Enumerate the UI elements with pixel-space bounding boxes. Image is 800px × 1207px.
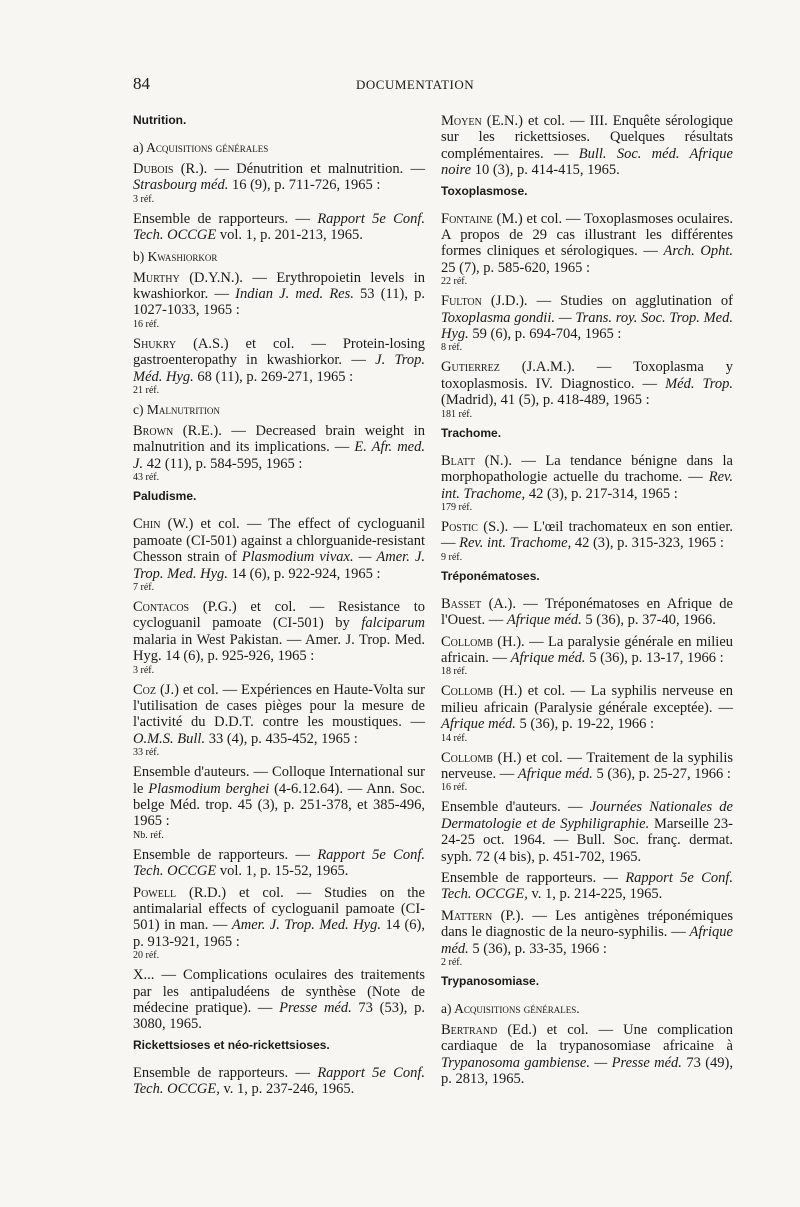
subheading <box>133 402 425 418</box>
entry-journal: Arch. Opht. <box>663 243 733 260</box>
entry-journal: Rapport 5e Conf. Tech. OCCGE, <box>441 870 733 903</box>
entry-author: Collomb <box>441 633 493 650</box>
subheading <box>133 140 425 156</box>
entry-text: (D.Y.N.). — Erythropoietin levels in kwashiorkor. — <box>133 269 425 303</box>
entry-journal: Méd. Trop. <box>665 375 733 392</box>
subheading <box>133 249 425 265</box>
entry-text: Ensemble d'auteurs. — <box>441 799 590 816</box>
entry-text: (R.D.) et col. — Studies on the antimalarial effects of cycloguanil pamoate (CI-501) in man. — <box>133 884 425 934</box>
entry-author: Coz <box>133 681 157 698</box>
entry-ref-count: 181 réf. <box>441 408 473 420</box>
entry-citation: 14 (6), p. 922-924, 1965 : <box>227 565 381 582</box>
entry-citation: 14 (6), p. 913-921, 1965 : <box>133 917 425 950</box>
running-title: DOCUMENTATION <box>356 77 475 92</box>
entry-journal: Rapport 5e Conf. Tech. OCCGE <box>133 210 425 244</box>
subheading-label: a) <box>133 140 144 155</box>
section-heading: Nutrition. <box>133 113 187 127</box>
entry-author: Mattern <box>441 907 493 924</box>
entry-citation: 5 (36), p. 25-27, 1966 : <box>592 765 731 782</box>
entry-author: Moyen <box>441 113 482 129</box>
entry-author: Gutierrez <box>441 359 500 376</box>
bibliography-entry <box>441 870 733 903</box>
right-column <box>441 113 733 1093</box>
entry-text: (W.) et col. — The effect of cycloguanil pamoate (CI-501) against a chlorguanide-resistant Chesson strain of <box>133 516 425 566</box>
entry-journal: E. Afr. med. J. <box>133 439 425 472</box>
entry-journal: Rev. int. Trachome, <box>459 535 572 552</box>
entry-author: Contacos <box>133 598 190 615</box>
entry-text: (A.). — Tréponématoses en Afrique de l'Ouest. — <box>441 595 733 629</box>
entry-text: Ensemble de rapporteurs. — <box>133 210 318 227</box>
entry-journal: Afrique méd. <box>517 765 593 782</box>
entry-journal: Amer. J. Trop. Med. Hyg. <box>231 917 381 934</box>
entry-author: Murthy <box>133 269 180 286</box>
entry-journal: Rapport 5e Conf. Tech. OCCGE, <box>133 1064 425 1098</box>
entry-author: Brown <box>133 423 174 440</box>
bibliography-entry <box>133 764 425 842</box>
entry-citation: 10 (3), p. 414-415, 1965. <box>471 162 620 179</box>
entry-journal: O.M.S. Bull. <box>133 730 206 747</box>
section-heading: Paludisme. <box>133 489 197 504</box>
entry-author: Powell <box>133 884 177 901</box>
bibliography-entry <box>441 211 733 289</box>
bibliography-entry <box>133 270 425 331</box>
subheading-text: Acquisitions générales. <box>451 1001 580 1017</box>
bibliography-entry <box>441 1022 733 1088</box>
entry-journal: Indian J. med. Res. <box>235 286 354 303</box>
entry-ref-count: 16 réf. <box>441 782 468 794</box>
entry-author: Fontaine <box>441 210 493 227</box>
entry-citation: 33 (4), p. 435-452, 1965 : <box>205 730 358 747</box>
entry-ref-count: 16 réf. <box>133 318 160 330</box>
section-heading: Trachome. <box>441 425 502 440</box>
entry-citation: 42 (3), p. 315-323, 1965 : <box>571 535 724 552</box>
entry-citation: 5 (36), p. 13-17, 1966 : <box>585 649 724 666</box>
entry-text: Ensemble de rapporteurs. — <box>441 870 626 886</box>
entry-citation: malaria in West Pakistan. — Amer. J. Trop. Med. Hyg. 14 (6), p. 925-926, 1965 : <box>133 631 425 665</box>
bibliography-entry <box>133 423 425 484</box>
entry-citation: 42 (11), p. 584-595, 1965 : <box>143 455 303 472</box>
bibliography-entry <box>133 161 425 206</box>
bibliography-entry <box>441 293 733 354</box>
section-heading: Trypanosomiase. <box>441 974 540 989</box>
entry-text: (R.E.). — Decreased brain weight in malnutrition and its implications. — <box>133 423 425 456</box>
entry-text: (A.S.) et col. — Protein-losing gastroenteropathy in kwashiorkor. — <box>133 335 425 369</box>
entry-ref-count: 3 réf. <box>133 193 155 205</box>
entry-journal: falciparum <box>361 615 425 632</box>
entry-text: (J.D.). — Studies on agglutination of <box>481 293 733 310</box>
entry-text: (J.A.M.). — Toxoplasma y toxoplasmosis. IV. Diagnostico. — <box>441 359 733 392</box>
entry-ref-count: 179 réf. <box>441 501 473 513</box>
entry-citation: 5 (36), p. 37-40, 1966. <box>581 612 716 629</box>
entry-author: Shukry <box>133 335 177 352</box>
entry-text: (S.). — L'œil trachomateux en son entier. — <box>441 518 733 552</box>
entry-author: Basset <box>441 595 482 612</box>
entry-author: Fulton <box>441 293 482 310</box>
entry-journal: Journées Nationales de Dermatologie et de Syphiligraphie. <box>441 799 733 832</box>
bibliography-entry <box>133 967 425 1033</box>
entry-text: (H.). — La paralysie générale en milieu africain. — <box>441 633 733 666</box>
section-heading: Toxoplasmose. <box>441 183 528 198</box>
entry-author: Chin <box>133 516 161 533</box>
entry-citation: (4-6.12.64). — Ann. Soc. belge Méd. trop. 45 (3), p. 251-378, et 385-496, 1965 : <box>133 780 425 830</box>
subheading-text: Malnutrition <box>143 402 220 418</box>
entry-text: X... — Complications oculaires des traitements par les antipaludéens de synthèse (Note de médecine pratique). — <box>133 967 425 1017</box>
entry-journal: Bull. Soc. méd. Afrique noire <box>441 145 733 179</box>
entry-text: (H.) et col. — La syphilis nerveuse en milieu africain (Paralysie générale exceptée). — <box>441 683 733 716</box>
entry-author: Blatt <box>441 452 476 469</box>
entry-citation: v. 1, p. 237-246, 1965. <box>219 1081 355 1098</box>
entry-text: (R.). — Dénutrition et malnutrition. — <box>173 161 425 177</box>
entry-citation: 59 (6), p. 694-704, 1965 : <box>468 326 622 343</box>
entry-ref-count: 33 réf. <box>133 747 160 759</box>
entry-text: (P.). — Les antigènes tréponémiques dans le diagnostic de la neuro-syphilis. — <box>441 907 733 941</box>
entry-journal: Strasbourg méd. <box>133 177 229 194</box>
entry-citation: 68 (11), p. 269-271, 1965 : <box>193 368 354 385</box>
bibliography-entry <box>133 847 425 880</box>
bibliography-entry <box>133 1065 425 1098</box>
entry-journal: Rev. int. Trachome, <box>441 469 733 502</box>
bibliography-entry <box>441 113 733 179</box>
bibliography-entry <box>133 336 425 397</box>
bibliography-entry <box>441 683 733 744</box>
subheading-text: Acquisitions générales <box>143 140 269 155</box>
entry-citation: 5 (36), p. 33-35, 1966 : <box>468 940 607 957</box>
entry-ref-count: 8 réf. <box>441 342 463 354</box>
subheading-label: c) <box>133 402 144 418</box>
section-heading: Rickettsioses et néo-rickettsioses. <box>133 1037 330 1052</box>
entry-text: (H.) et col. — Traitement de la syphilis nerveuse. — <box>441 749 733 782</box>
bibliography-entry <box>441 453 733 514</box>
entry-ref-count: Nb. réf. <box>133 829 164 841</box>
page-number: 84 <box>133 74 150 93</box>
entry-citation: vol. 1, p. 201-213, 1965. <box>216 227 363 244</box>
entry-author: Collomb <box>441 749 493 766</box>
entry-text: (Ed.) et col. — Une complication cardiaque de la trypanosomiase africaine à <box>441 1022 733 1055</box>
entry-text: Ensemble de rapporteurs. — <box>133 1064 318 1081</box>
entry-ref-count: 9 réf. <box>441 551 463 563</box>
entry-ref-count: 14 réf. <box>441 732 468 744</box>
subheading-label: b) <box>133 248 145 264</box>
bibliography-entry <box>133 599 425 677</box>
bibliography-entry <box>441 799 733 865</box>
bibliography-entry <box>441 634 733 679</box>
entry-citation: 42 (3), p. 217-314, 1965 : <box>525 485 678 502</box>
entry-author: Bertrand <box>441 1022 498 1039</box>
entry-text: Ensemble de rapporteurs. — <box>133 846 318 863</box>
entry-citation: 73 (49), p. 2813, 1965. <box>441 1054 733 1088</box>
bibliography-entry <box>133 682 425 760</box>
bibliography-entry <box>441 908 733 969</box>
entry-citation: 16 (9), p. 711-726, 1965 : <box>228 177 381 194</box>
entry-citation: 5 (36), p. 19-22, 1966 : <box>515 716 655 733</box>
entry-journal: Afrique méd. <box>506 612 582 629</box>
section-heading: Tréponématoses. <box>441 568 540 583</box>
entry-ref-count: 22 réf. <box>441 276 468 288</box>
entry-citation: 53 (11), p. 1027-1033, 1965 : <box>133 286 425 319</box>
entry-ref-count: 43 réf. <box>133 472 160 484</box>
bibliography-entry <box>441 750 733 795</box>
entry-text: (M.) et col. — Toxoplasmoses oculaires. A propos de 29 cas illustrant les différentes formes cliniques et sérologiques. — <box>441 210 733 260</box>
entry-citation: vol. 1, p. 15-52, 1965. <box>216 863 349 880</box>
entry-journal: Toxoplasma gondii. — Trans. roy. Soc. Trop. Med. Hyg. <box>441 309 733 343</box>
subheading-text: Kwashiorkor <box>144 248 218 264</box>
entry-journal: Plasmodium berghei <box>148 780 270 797</box>
bibliography-entry <box>441 596 733 629</box>
bibliography-entry <box>133 516 425 594</box>
entry-ref-count: 3 réf. <box>133 664 155 676</box>
subheading <box>441 1001 733 1017</box>
entry-ref-count: 2 réf. <box>441 957 463 969</box>
entry-ref-count: 18 réf. <box>441 666 468 678</box>
entry-journal: Trypanosoma gambiense. — Presse méd. <box>441 1054 682 1071</box>
bibliography-entry <box>441 359 733 420</box>
entry-text: (J.) et col. — Expériences en Haute-Volta sur l'utilisation de cases pièges pour la mesure de l'activité du D.D.T. contre les moustiques. — <box>133 681 425 731</box>
entry-ref-count: 20 réf. <box>133 950 160 962</box>
entry-text: (P.G.) et col. — Resistance to cycloguanil pamoate (CI-501) by <box>133 598 425 632</box>
entry-citation: 73 (53), p. 3080, 1965. <box>133 1000 425 1033</box>
bibliography-entry <box>441 519 733 564</box>
left-column <box>133 113 425 1103</box>
entry-ref-count: 21 réf. <box>133 385 160 397</box>
entry-author: Postic <box>441 518 478 535</box>
entry-journal: Presse méd. <box>279 1000 352 1017</box>
entry-citation: Marseille 23-24-25 oct. 1964. — Bull. Soc. franç. dermat. syph. 72 (4 bis), p. 451-702, 1965. <box>441 815 733 865</box>
entry-journal: Plasmodium vivax. — Amer. J. Trop. Med. Hyg. <box>133 549 426 582</box>
entry-journal: Afrique méd. <box>441 716 516 733</box>
entry-ref-count: 7 réf. <box>133 581 155 593</box>
entry-journal: Afrique méd. <box>510 649 586 666</box>
entry-citation: v. 1, p. 214-225, 1965. <box>527 886 663 903</box>
subheading-label: a) <box>441 1001 452 1017</box>
entry-journal: Rapport 5e Conf. Tech. OCCGE <box>133 846 425 880</box>
entry-author: Dubois <box>133 161 174 177</box>
entry-text: (N.). — La tendance bénigne dans la morphopathologie actuelle du trachome. — <box>441 452 733 486</box>
entry-text: (E.N.) et col. — III. Enquête sérologique sur les rickettsioses. Quelques résultats complémentaires. — <box>441 113 733 162</box>
entry-journal: J. Trop. Méd. Hyg. <box>133 352 426 385</box>
bibliography-entry <box>133 211 425 244</box>
entry-text: Ensemble d'auteurs. — Colloque International sur le <box>133 764 425 797</box>
bibliography-entry <box>133 885 425 963</box>
entry-citation: 25 (7), p. 585-620, 1965 : <box>441 259 591 276</box>
entry-citation: (Madrid), 41 (5), p. 418-489, 1965 : <box>441 392 650 409</box>
entry-author: Collomb <box>441 683 493 700</box>
entry-journal: Afrique méd. <box>441 924 733 957</box>
